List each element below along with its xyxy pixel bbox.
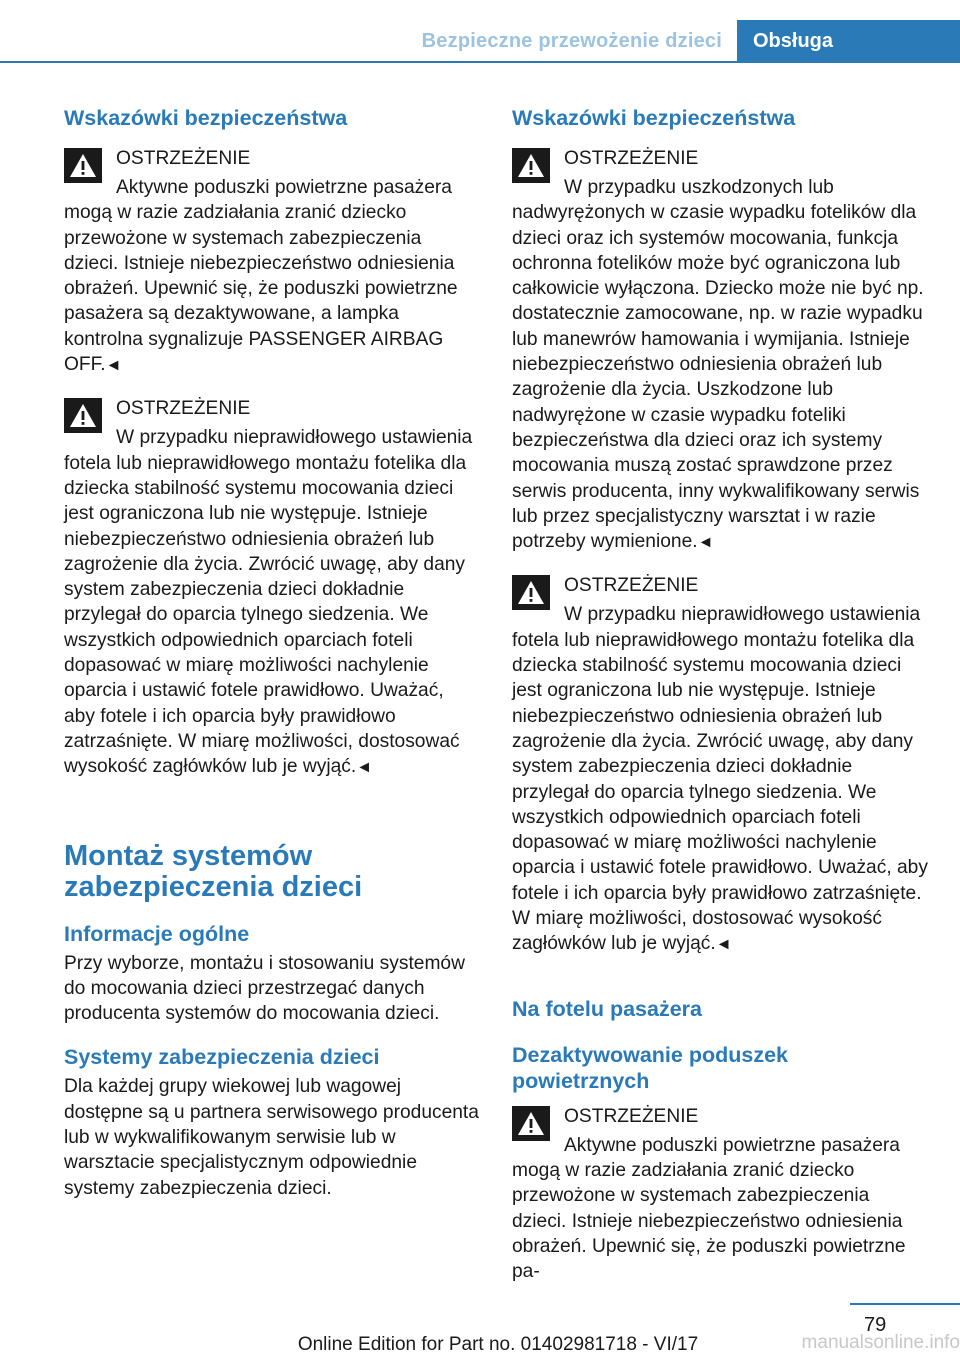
warning-triangle-icon <box>512 148 550 183</box>
warning-label: OSTRZEŻENIE <box>116 148 251 169</box>
warning-block <box>512 1104 928 1285</box>
section-heading: Informacje ogólne <box>64 921 250 946</box>
chapter-tab <box>737 20 960 63</box>
warning-triangle-icon <box>512 575 550 610</box>
left-subtitle: Wskazówki bezpieczeństwa <box>64 106 348 130</box>
end-mark: ◄ <box>105 357 122 375</box>
chapter-tab-label: Obsługa <box>753 30 834 52</box>
left-column <box>64 100 479 1219</box>
page-number: 79 <box>864 1314 887 1336</box>
end-mark: ◄ <box>356 759 373 777</box>
warning-text: Aktywne poduszki powietrzne pasażera mogą w razie zadziałania zranić dziecko przewożone w systemach zabezpieczenia dzieci. Istnieje niebezpieczeństwo odniesienia obrażeń. Upewnić się, że poduszki powietrzne pasażera są dezaktywowane, a lampka kontrolna sygnalizuje PASSENGER AIRBAG OFF. <box>64 177 458 376</box>
running-section-title: Bezpieczne przewożenie dzieci <box>421 30 722 52</box>
page-number-rule <box>850 1303 960 1305</box>
section-heading: Systemy zabezpieczenia dzieci <box>64 1045 380 1070</box>
paragraph: Przy wyborze, montażu i stosowaniu systemów do mocowania dzieci przestrzegać danych producenta systemów do mocowania dzieci. <box>64 952 465 1025</box>
warning-text: W przypadku nieprawidłowego ustawienia fotela lub nieprawidłowego montażu fotelika dla dziecka stabilność systemu mocowania dzieci jest ograniczona lub nie występuje. Istnieje niebezpieczeństwo odniesienia obrażeń lub zagrożenie dla życia. Zwrócić uwagę, aby dany system zabezpieczenia dzieci dokładnie przylegał do oparcia tylnego siedzenia. We wszystkich odpowiednich oparciach foteli dopasować w miarę możliwości nachylenie oparcia i ustawić fotele prawidłowo. Uważać, aby fotele i ich oparcia były prawidłowo zatrzaśnięte. W miarę możliwości, dostosować wysokość zagłówków lub je wyjąć. <box>512 604 928 955</box>
warning-block <box>512 146 928 555</box>
warning-text: W przypadku nieprawidłowego ustawienia fotela lub nieprawidłowego montażu fotelika dla dziecka stabilność systemu mocowania dzieci jest ograniczona lub nie występuje. Istnieje niebezpieczeństwo odniesienia obrażeń lub zagrożenie dla życia. Zwrócić uwagę, aby dany system zabezpieczenia dzieci dokładnie przylegał do oparcia tylnego siedzenia. We wszystkich odpowiednich oparciach foteli dopasować w miarę możliwości nachylenie oparcia i ustawić fotele prawidłowo. Uważać, aby fotele i ich oparcia były prawidłowo zatrzaśnięte. W miarę możliwości, dostosować wysokość zagłówków lub je wyjąć. <box>64 427 473 778</box>
warning-label: OSTRZEŻENIE <box>564 1105 699 1127</box>
warning-triangle-icon <box>512 1106 550 1141</box>
end-mark: ◄ <box>697 534 714 552</box>
section-heading: Na fotelu pasażera <box>512 996 702 1021</box>
warning-label: OSTRZEŻENIE <box>564 148 699 169</box>
warning-text: W przypadku uszkodzonych lub nadwyrężonych w czasie wypadku fotelików dla dzieci oraz ich systemów mocowania, funkcja ochronna fotelików może być ograniczona lub całkowicie wyłączona. Dziecko może nie być np. dostatecznie zamocowane, np. w razie wypadku lub manewrów hamowania i wymijania. Istnieje niebezpieczeństwo odniesienia obrażeń lub zagrożenie dla życia. Uszkodzone lub nadwyrężone w czasie wypadku foteliki bezpieczeństwa dla dzieci oraz ich systemy mocowania muszą zostać sprawdzone przez serwis producenta, inny wykwalifikowany serwis lub przez specjalistyczny warsztat i w razie potrzeby wymienione. <box>512 177 924 553</box>
right-column <box>512 100 928 1302</box>
warning-label: OSTRZEŻENIE <box>564 575 699 597</box>
main-heading: Montaż systemów zabezpieczenia dzieci <box>64 839 363 903</box>
warning-triangle-icon <box>64 148 102 183</box>
right-subtitle: Wskazówki bezpieczeństwa <box>512 106 796 130</box>
warning-block <box>64 146 479 378</box>
warning-label: OSTRZEŻENIE <box>116 398 251 420</box>
warning-text: Aktywne poduszki powietrzne pasażera mogą w razie zadziałania zranić dziecko przewożone w systemach zabezpieczenia dzieci. Istnieje niebezpieczeństwo odniesienia obrażeń. Upewnić się, że poduszki powietrzne pa- <box>512 1134 906 1283</box>
sub-heading: Dezaktywowanie poduszek powietrznych <box>512 1042 788 1093</box>
edition-footer: Online Edition for Part no. 01402981718 - VI/17 <box>297 1334 699 1355</box>
warning-block <box>64 396 479 780</box>
end-mark: ◄ <box>715 936 732 954</box>
warning-block <box>512 573 928 957</box>
watermark: manualsonline.info <box>801 1332 960 1353</box>
warning-triangle-icon <box>64 398 102 433</box>
paragraph: Dla każdej grupy wiekowej lub wagowej dostępne są u partnera serwisowego producenta lub w wykwalifikowanym serwisie lub w warsztacie specjalistycznym odpowiednie systemy zabezpieczenia dzieci. <box>64 1076 479 1199</box>
header-rule <box>0 61 960 63</box>
